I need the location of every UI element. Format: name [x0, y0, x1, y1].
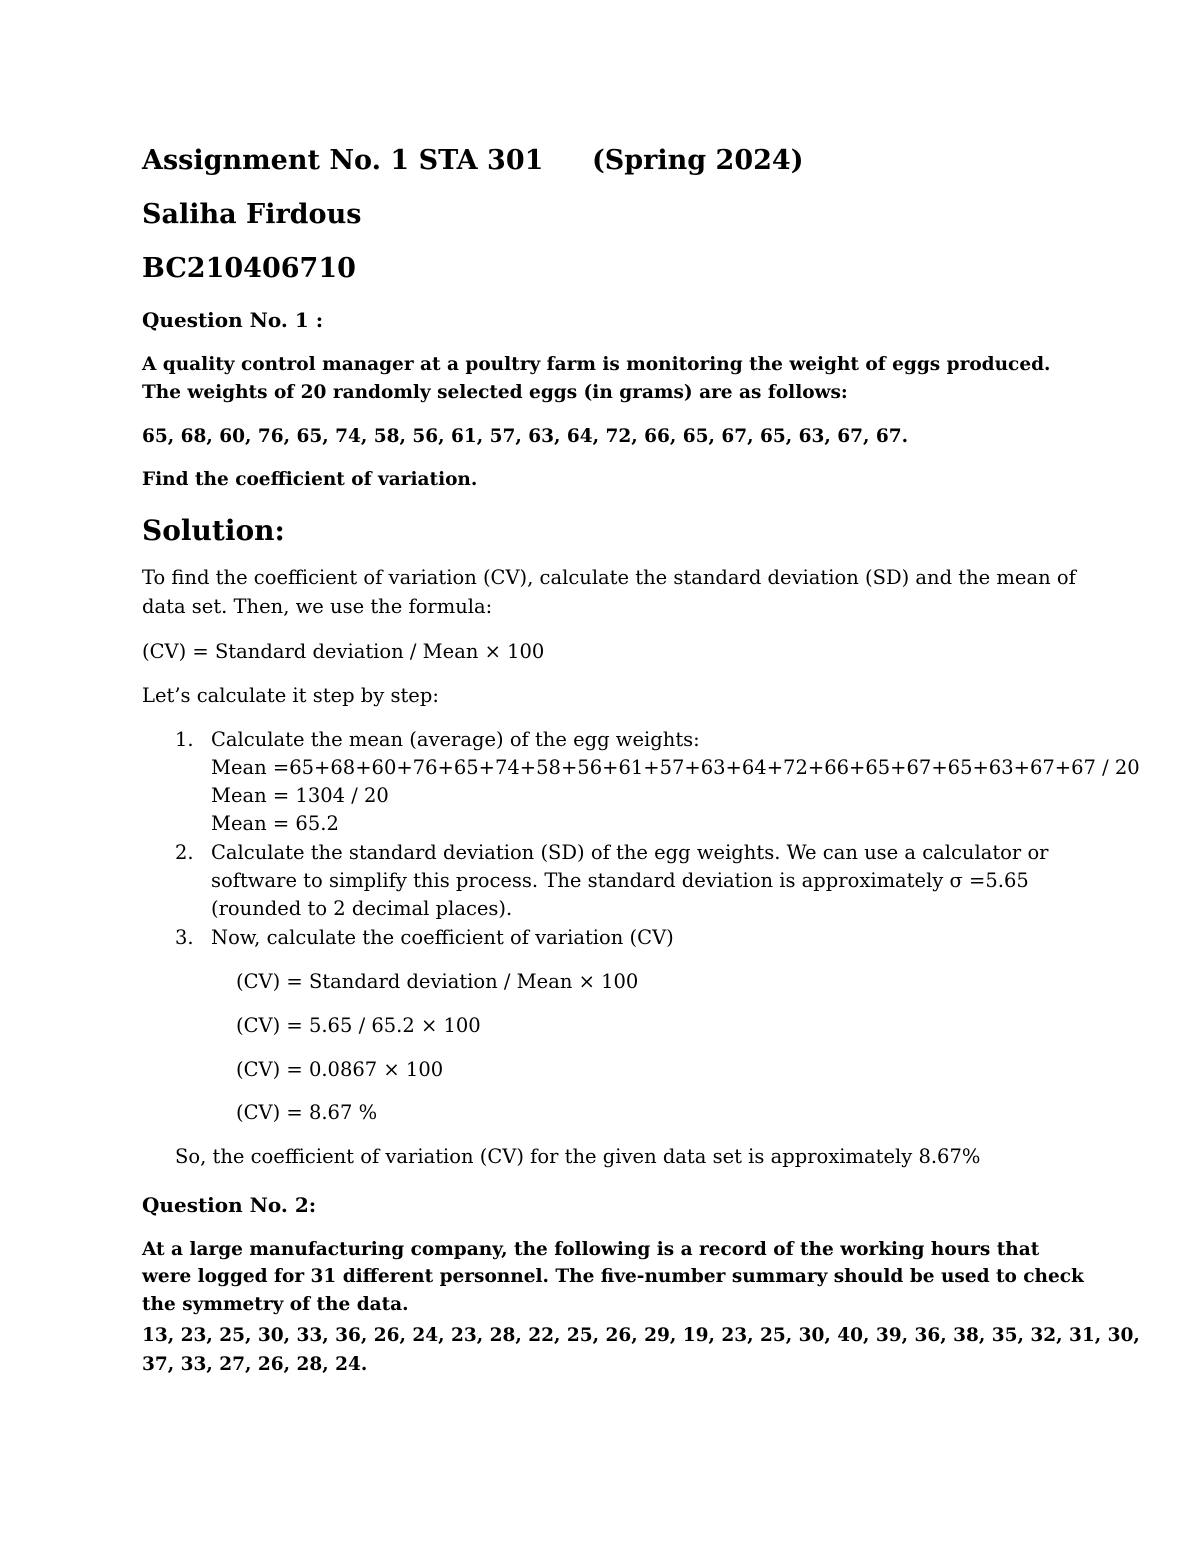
step-3-line-1: Now, calculate the coefficient of variation (CV): [211, 926, 674, 949]
step-1-number: 1.: [175, 728, 194, 751]
step-1-line-4: Mean = 65.2: [211, 812, 339, 835]
question-2-heading: Question No. 2:: [142, 1193, 317, 1217]
solution-conclusion: So, the coefficient of variation (CV) for the given data set is approximately 8.67%: [175, 1145, 981, 1168]
step-1-line-1: Calculate the mean (average) of the egg weights:: [211, 728, 700, 751]
question-2-text-line-1: At a large manufacturing company, the following is a record of the working hours that: [142, 1239, 1040, 1260]
solution-intro-line-1: To find the coefficient of variation (CV), calculate the standard deviation (SD) and the mean of: [142, 566, 1076, 589]
step-1-line-2: Mean =65+68+60+76+65+74+58+56+61+57+63+64+72+66+65+67+65+63+67+67 / 20: [211, 756, 1140, 779]
step-2-line-2: software to simplify this process. The standard deviation is approximately σ =5.65: [211, 869, 1029, 892]
step-2-line-3: (rounded to 2 decimal places).: [211, 897, 513, 920]
step-2-number: 2.: [175, 841, 194, 864]
student-id: BC210406710: [142, 253, 356, 284]
assignment-term: (Spring 2024): [592, 145, 804, 176]
step-3-calc-1: (CV) = Standard deviation / Mean × 100: [236, 970, 639, 993]
step-3-number: 3.: [175, 926, 194, 949]
solution-heading: Solution:: [142, 514, 285, 547]
assignment-title: Assignment No. 1 STA 301: [142, 145, 544, 176]
question-1-heading: Question No. 1 :: [142, 308, 324, 332]
question-2-data-line-2: 37, 33, 27, 26, 28, 24.: [142, 1354, 368, 1375]
question-1-text-line-2: The weights of 20 randomly selected eggs (in grams) are as follows:: [142, 382, 848, 403]
step-3-calc-2: (CV) = 5.65 / 65.2 × 100: [236, 1014, 481, 1037]
student-name: Saliha Firdous: [142, 199, 362, 230]
question-2-data-line-1: 13, 23, 25, 30, 33, 36, 26, 24, 23, 28, 22, 25, 26, 29, 19, 23, 25, 30, 40, 39, 36, 38, 35, 32, 31, 30,: [142, 1325, 1140, 1346]
step-3-calc-3: (CV) = 0.0867 × 100: [236, 1058, 444, 1081]
question-1-text-line-1: A quality control manager at a poultry farm is monitoring the weight of eggs produced.: [142, 354, 1051, 375]
steps-intro: Let’s calculate it step by step:: [142, 684, 439, 707]
question-2-text-line-2: were logged for 31 different personnel. The five-number summary should be used to check: [142, 1266, 1084, 1287]
question-2-text-line-3: the symmetry of the data.: [142, 1294, 409, 1315]
question-1-task: Find the coefficient of variation.: [142, 469, 478, 490]
cv-formula: (CV) = Standard deviation / Mean × 100: [142, 640, 545, 663]
step-2-line-1: Calculate the standard deviation (SD) of the egg weights. We can use a calculator or: [211, 841, 1049, 864]
question-1-data: 65, 68, 60, 76, 65, 74, 58, 56, 61, 57, 63, 64, 72, 66, 65, 67, 65, 63, 67, 67.: [142, 426, 909, 447]
solution-intro-line-2: data set. Then, we use the formula:: [142, 595, 493, 618]
step-1-line-3: Mean = 1304 / 20: [211, 784, 389, 807]
step-3-calc-4: (CV) = 8.67 %: [236, 1101, 378, 1124]
